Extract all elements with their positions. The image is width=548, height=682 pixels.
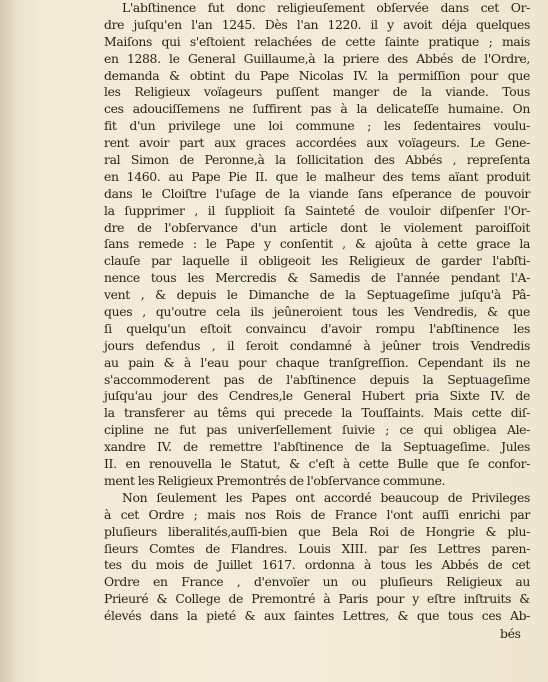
text-line: élevés dans la pieté & aux ſaintes Lettres, & que tous ces Ab- [104,608,530,624]
text-line: la ſupprimer , il ſupplioit ſa Sainteté de vouloir diſpenſer l'Or- [104,202,530,218]
text-line: jours defendus , il ſeroit condamné à jeûner trois Vendredis [104,337,530,353]
text-line: rent avoir part aux graces accordées aux voïageurs. Le Gene- [104,135,530,151]
text-line: dre de l'obſervance d'un article dont le violement paroiſſoit [104,219,530,235]
text-line: s'accommoderent pas de l'abſtinence depuis la Septuageſime [104,371,530,387]
text-line: clauſe par laquelle il obligeoit les Religieux de garder l'abſti- [104,253,530,269]
text-line: cipline ne fut pas univerſellement ſuivie ; ce qui obligea Ale- [104,422,530,438]
text-line: nence tous les Mercredis & Samedis de l'année pendant l'A- [104,270,530,286]
text-line: au pain & à l'eau pour chaque tranſgreſſion. Cependant ils ne [104,354,530,370]
text-line: dre juſqu'en l'an 1245. Dès l'an 1220. il y avoit déja quelques [104,16,530,32]
text-line: ſans remede : le Pape y conſentit , & ajoûta à cette grace la [104,236,530,252]
text-line: ques , qu'outre cela ils jeûneroient tous les Vendredis, & que [104,304,530,320]
text-line: xandre IV. de remettre l'abſtinence de la Septuageſime. Jules [104,439,530,455]
catchword: bés [500,626,521,641]
text-line: Non ſeulement les Papes ont accordé beaucoup de Privileges [122,489,530,505]
text-line: ment les Religieux Premontrés de l'obſervance commune. [104,472,446,488]
body-text [104,0,530,625]
text-line: les Religieux voïageurs puſſent manger de la viande. Tous [104,84,530,100]
text-line: L'abſtinence fut donc religieuſement obſervée dans cet Or- [122,0,530,15]
text-line: Maiſons qui s'eſtoient relachées de cette ſainte pratique ; mais [104,33,530,49]
text-line: fit d'un privilege une loi commune ; les ſedentaires voulu- [104,118,530,134]
text-line: II. en renouvella le Statut, & c'eſt à cette Bulle que ſe confor- [104,456,530,472]
text-line: Prieuré & College de Premontré à Paris pour y eſtre inſtruits & [104,591,530,607]
text-line: juſqu'au jour des Cendres,le General Hubert pria Sixte IV. de [104,388,530,404]
text-line: vent , & depuis le Dimanche de la Septuageſime juſqu'à Pâ- [104,287,530,303]
text-line: Ordre en France , d'envoïer un ou pluſieurs Religieux au [104,574,530,590]
text-line: pluſieurs liberalités,auſſi-bien que Bela Roi de Hongrie & plu- [104,523,530,539]
text-line: demanda & obtint du Pape Nicolas IV. la permiſſion pour que [104,67,530,83]
text-line: ral Simon de Peronne,à la ſollicitation des Abbés , repreſenta [104,152,530,168]
text-line: dans le Cloiſtre l'uſage de la viande ſans eſperance de pouvoir [104,185,530,201]
text-line: en 1460. au Pape Pie II. que le malheur des tems aïant produit [104,168,530,184]
text-line: ſieurs Comtes de Flandres. Louis XIII. par ſes Lettres paren- [104,540,530,556]
text-line: ces adouciſſemens ne ſuffirent pas à la delicateſſe humaine. On [104,101,530,117]
text-line: ſi quelqu'un eſtoit convaincu d'avoir rompu l'abſtinence les [104,320,530,336]
text-line: la transferer au têms qui precede la Touſſaints. Mais cette diſ- [104,405,530,421]
page-gutter-shadow [0,0,18,682]
text-line: en 1288. le General Guillaume,à la priere des Abbés de l'Ordre, [104,50,530,66]
text-line: à cet Ordre ; mais nos Rois de France l'ont auſſi enrichi par [104,506,530,522]
text-line: tes du mois de Juillet 1617. ordonna à tous les Abbés de cet [104,557,530,573]
